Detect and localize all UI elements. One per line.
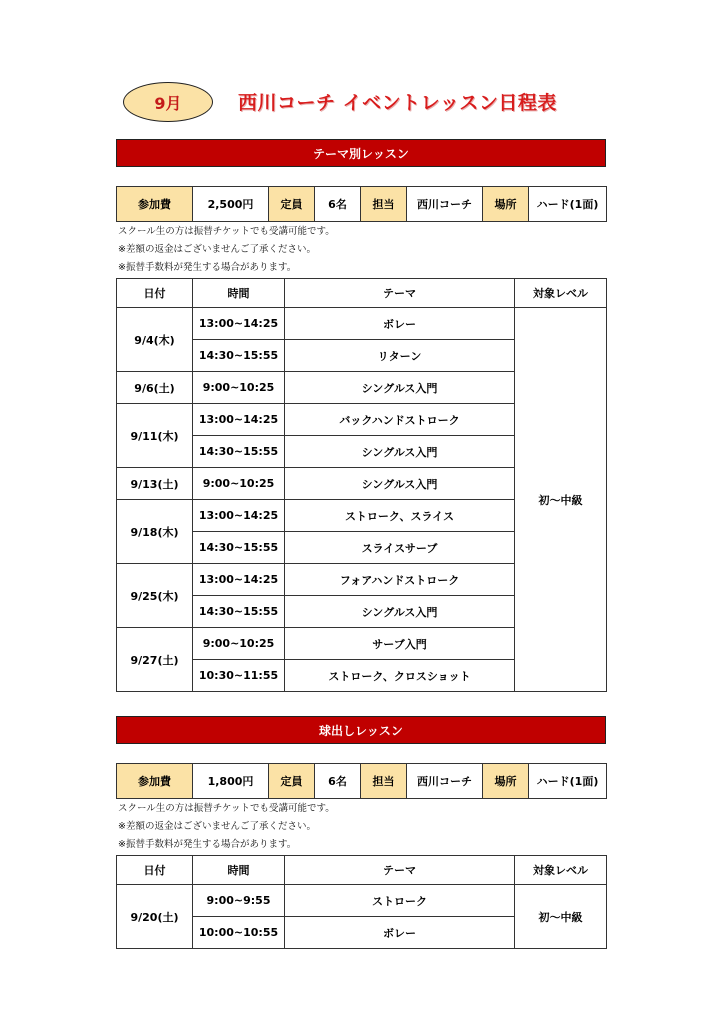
section-title-ball-feeding-lessons: 球出しレッスン — [116, 716, 606, 744]
time-cell: 9:00~10:25 — [193, 468, 285, 500]
date-cell: 9/20(土) — [117, 885, 193, 949]
time-cell: 10:00~10:55 — [193, 917, 285, 949]
date-cell: 9/6(土) — [117, 372, 193, 404]
theme-cell: リターン — [285, 340, 515, 372]
time-cell: 14:30~15:55 — [193, 596, 285, 628]
table-row — [117, 885, 607, 917]
note-line: ※振替手数料が発生する場合があります。 — [118, 839, 297, 850]
table-row — [117, 308, 607, 340]
section-title-theme-lessons: テーマ別レッスン — [116, 139, 606, 167]
note-line: ※差額の返金はございませんご了承ください。 — [118, 821, 316, 832]
notes-ball-feeding-lessons — [118, 800, 335, 854]
time-cell: 13:00~14:25 — [193, 308, 285, 340]
fee-value: 1,800円 — [193, 764, 269, 799]
schedule-table-ball-feeding-lessons — [116, 855, 607, 949]
place-label: 場所 — [483, 187, 529, 222]
capacity-label: 定員 — [269, 764, 315, 799]
coach-label: 担当 — [361, 187, 407, 222]
note-line: ※差額の返金はございませんご了承ください。 — [118, 244, 316, 255]
coach-value: 西川コーチ — [407, 187, 483, 222]
coach-value: 西川コーチ — [407, 764, 483, 799]
page-title: 西川コーチ イベントレッスン日程表 — [238, 92, 557, 114]
date-cell: 9/13(土) — [117, 468, 193, 500]
theme-cell: ボレー — [285, 308, 515, 340]
info-table-ball-feeding-lessons — [116, 763, 607, 799]
info-table-theme-lessons — [116, 186, 607, 222]
col-header-date: 日付 — [117, 856, 193, 885]
note-line: スクール生の方は振替チケットでも受講可能です。 — [118, 803, 335, 814]
time-cell: 9:00~10:25 — [193, 628, 285, 660]
col-header-time: 時間 — [193, 856, 285, 885]
place-value: ハード(1面) — [529, 187, 607, 222]
theme-cell: フォアハンドストローク — [285, 564, 515, 596]
time-cell: 13:00~14:25 — [193, 500, 285, 532]
date-cell: 9/25(木) — [117, 564, 193, 628]
capacity-value: 6名 — [315, 187, 361, 222]
time-cell: 9:00~9:55 — [193, 885, 285, 917]
col-header-level: 対象レベル — [515, 279, 607, 308]
time-cell: 10:30~11:55 — [193, 660, 285, 692]
time-cell: 14:30~15:55 — [193, 340, 285, 372]
theme-cell: ボレー — [285, 917, 515, 949]
date-cell: 9/11(木) — [117, 404, 193, 468]
col-header-theme: テーマ — [285, 279, 515, 308]
theme-cell: シングルス入門 — [285, 372, 515, 404]
note-line: スクール生の方は振替チケットでも受講可能です。 — [118, 226, 335, 237]
note-line: ※振替手数料が発生する場合があります。 — [118, 262, 297, 273]
theme-cell: スライスサーブ — [285, 532, 515, 564]
place-value: ハード(1面) — [529, 764, 607, 799]
date-cell: 9/4(木) — [117, 308, 193, 372]
theme-cell: ストローク — [285, 885, 515, 917]
coach-label: 担当 — [361, 764, 407, 799]
theme-cell: ストローク、クロスショット — [285, 660, 515, 692]
time-cell: 14:30~15:55 — [193, 436, 285, 468]
fee-label: 参加費 — [117, 764, 193, 799]
level-cell: 初～中級 — [515, 885, 607, 949]
time-cell: 13:00~14:25 — [193, 404, 285, 436]
time-cell: 14:30~15:55 — [193, 532, 285, 564]
month-badge: 9月 — [123, 82, 213, 122]
capacity-label: 定員 — [269, 187, 315, 222]
theme-cell: シングルス入門 — [285, 436, 515, 468]
date-cell: 9/18(木) — [117, 500, 193, 564]
date-cell: 9/27(土) — [117, 628, 193, 692]
notes-theme-lessons — [118, 223, 335, 277]
time-cell: 13:00~14:25 — [193, 564, 285, 596]
time-cell: 9:00~10:25 — [193, 372, 285, 404]
place-label: 場所 — [483, 764, 529, 799]
col-header-theme: テーマ — [285, 856, 515, 885]
level-cell: 初～中級 — [515, 308, 607, 692]
theme-cell: ストローク、スライス — [285, 500, 515, 532]
schedule-table-theme-lessons — [116, 278, 607, 692]
col-header-time: 時間 — [193, 279, 285, 308]
theme-cell: バックハンドストローク — [285, 404, 515, 436]
theme-cell: シングルス入門 — [285, 468, 515, 500]
capacity-value: 6名 — [315, 764, 361, 799]
theme-cell: シングルス入門 — [285, 596, 515, 628]
col-header-level: 対象レベル — [515, 856, 607, 885]
fee-label: 参加費 — [117, 187, 193, 222]
fee-value: 2,500円 — [193, 187, 269, 222]
col-header-date: 日付 — [117, 279, 193, 308]
theme-cell: サーブ入門 — [285, 628, 515, 660]
